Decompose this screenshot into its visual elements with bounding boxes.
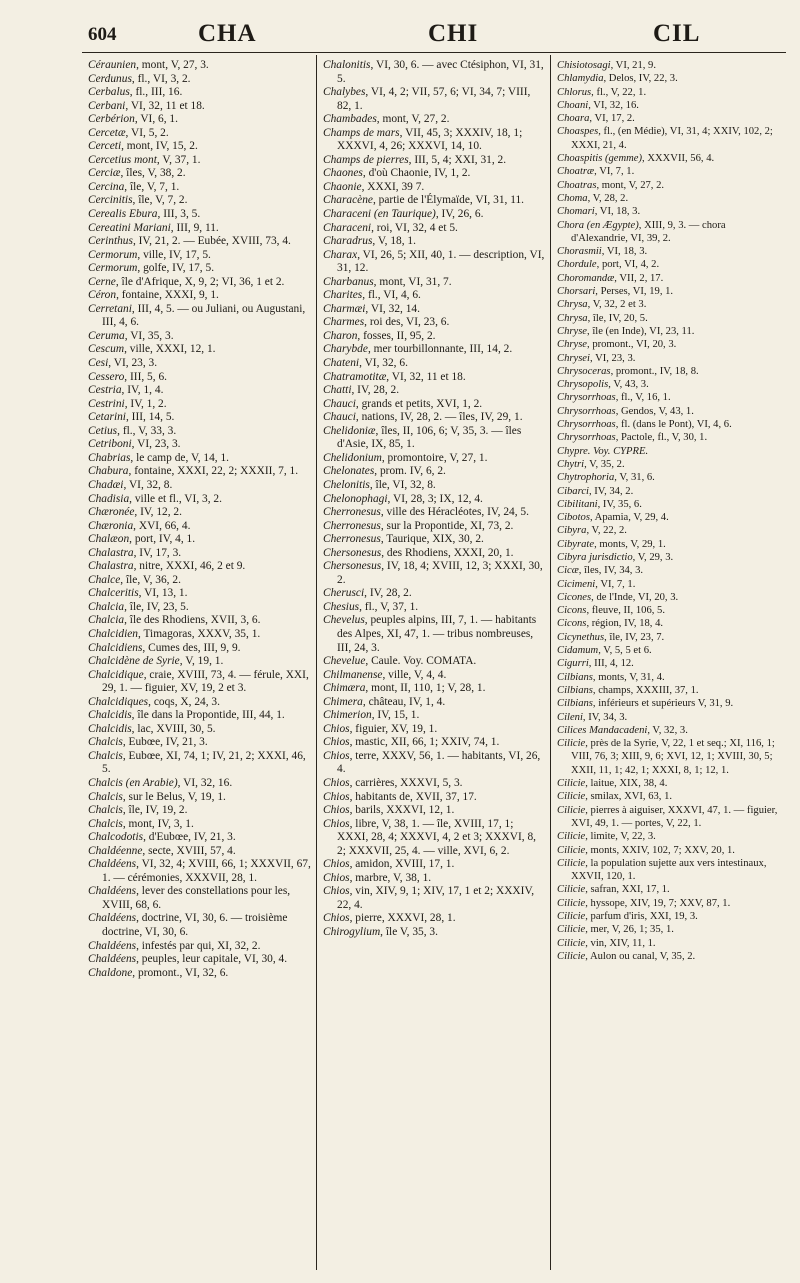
index-entry: Cerciæ, îles, V, 38, 2. <box>88 167 186 180</box>
index-entry: Chios, marbre, V, 38, 1. <box>323 871 432 884</box>
index-entry: Cileni, IV, 34, 3. <box>557 711 628 723</box>
index-entry: Chlorus, fl., V, 22, 1. <box>557 86 647 98</box>
index-entry: Chalcis, île, IV, 19, 2. <box>88 804 188 817</box>
index-entry: Chadæi, VI, 32, 8. <box>88 478 173 491</box>
index-entry: Chios, carrières, XXXVI, 5, 3. <box>323 776 463 789</box>
index-entry: Chaldéens, infestés par qui, XI, 32, 2. <box>88 939 261 952</box>
index-entry: Cerbalus, fl., III, 16. <box>88 86 183 99</box>
index-entry: Chirogylium, île V, 35, 3. <box>323 926 438 938</box>
index-entry: Cerdunus, fl., VI, 3, 2. <box>88 72 191 85</box>
index-entry: Charmæi, VI, 32, 14. <box>323 302 420 315</box>
index-entry: Cerealis Ebura, III, 3, 5. <box>88 208 201 221</box>
index-entry: Chalcis, mont, IV, 3, 1. <box>88 817 194 830</box>
index-entry: Champs de pierres, III, 5, 4; XXI, 31, 2. <box>323 153 507 166</box>
index-entry: Cicones, de l'Inde, VI, 20, 3. <box>557 591 679 603</box>
index-entry: Cilicie, parfum d'iris, XXI, 19, 3. <box>557 911 698 922</box>
index-entry: Charites, fl., VI, 4, 6. <box>323 289 421 302</box>
index-entry: Chrysa, V, 32, 2 et 3. <box>557 299 647 311</box>
index-entry: Chatramotitæ, VI, 32, 11 et 18. <box>323 370 466 383</box>
index-entry: Cerbani, VI, 32, 11 et 18. <box>88 99 205 112</box>
index-entry: Chaldéens, doctrine, VI, 30, 6. — troisième doctrine, VI, 30, 6. <box>88 912 288 938</box>
index-entry: Cibotos, Apamia, V, 29, 4. <box>557 512 669 524</box>
index-entry: Characeni, roi, VI, 32, 4 et 5. <box>323 221 458 234</box>
index-entry: Chalybes, VI, 4, 2; VII, 57, 6; VI, 34, 7; VIII, 82, 1. <box>323 86 531 112</box>
index-entry: Chalcidène de Syrie, V, 19, 1. <box>88 655 224 668</box>
index-entry: Chabrias, le camp de, V, 14, 1. <box>88 451 230 464</box>
index-entry: Cerinthus, IV, 21, 2. — Eubée, XVIII, 73, 4. <box>88 235 291 248</box>
index-entry: Charbanus, mont, VI, 31, 7. <box>323 275 452 288</box>
headword-right: CIL <box>653 20 701 47</box>
index-entry: Choatræ, VI, 7, 1. <box>557 166 635 178</box>
index-entry: Chorsari, Perses, VI, 19, 1. <box>557 286 674 298</box>
index-entry: Chalcidien, Timagoras, XXXV, 35, 1. <box>88 627 261 640</box>
index-entry: Choromandæ, VII, 2, 17. <box>557 272 664 284</box>
index-column-middle <box>316 55 550 1270</box>
index-entry: Cicons, fleuve, II, 106, 5. <box>557 605 665 617</box>
index-entry: Chalcia, île des Rhodiens, XVII, 3, 6. <box>88 614 261 627</box>
index-entry: Choara, VI, 17, 2. <box>557 113 635 125</box>
index-entry: Céron, fontaine, XXXI, 9, 1. <box>88 289 219 302</box>
index-entry: Cilicie, la population sujette aux vers intestinaux, XXVII, 120, 1. <box>557 857 767 883</box>
index-entry: Chalcodotis, d'Eubœe, IV, 21, 3. <box>88 831 236 844</box>
index-entry: Cilbians, champs, XXXIII, 37, 1. <box>557 684 699 696</box>
index-entry: Charadrus, V, 18, 1. <box>323 235 416 248</box>
index-entry: Choaspes, fl., (en Médie), VI, 31, 4; XXIV, 102, 2; XXXI, 21, 4. <box>557 126 773 151</box>
index-entry: Chalce, île, V, 36, 2. <box>88 573 181 586</box>
index-entry: Cetius, fl., V, 33, 3. <box>88 424 177 437</box>
index-entry: Cibyra, V, 22, 2. <box>557 525 627 537</box>
index-entry: Chersonesus, IV, 18, 4; XVIII, 12, 3; XXXI, 30, 2. <box>323 560 543 586</box>
index-entry: Chalcia, île, IV, 23, 5. <box>88 600 189 613</box>
index-entry: Cilicie, Aulon ou canal, V, 35, 2. <box>557 950 696 962</box>
index-entry: Characeni (en Taurique), IV, 26, 6. <box>323 208 484 221</box>
index-entry: Cilices Mandacadeni, V, 32, 3. <box>557 724 688 736</box>
index-entry: Céraunien, mont, V, 27, 3. <box>88 59 209 71</box>
index-entry: Cerceti, mont, IV, 15, 2. <box>88 140 198 153</box>
index-entry: Chalcidis, lac, XVIII, 30, 5. <box>88 722 216 735</box>
index-entry: Cetriboni, VI, 23, 3. <box>88 438 181 451</box>
index-entry: Cigurri, III, 4, 12. <box>557 658 634 670</box>
index-entry: Chelonates, prom. IV, 6, 2. <box>323 465 446 478</box>
index-entry: Cidamum, V, 5, 5 et 6. <box>557 645 652 657</box>
index-entry: Chalonitis, VI, 30, 6. — avec Ctésiphon, VI, 31, 5. <box>323 59 544 85</box>
index-entry: Charmes, roi des, VI, 23, 6. <box>323 316 450 329</box>
index-entry: Cilbians, inférieurs et supérieurs V, 31, 9. <box>557 698 734 710</box>
index-entry: Cesi, VI, 23, 3. <box>88 357 158 370</box>
index-column-left <box>82 55 316 1270</box>
index-entry: Cilicie, safran, XXI, 17, 1. <box>557 884 670 896</box>
index-entry: Chalcidique, craie, XVIII, 73, 4. — férule, XXI, 29, 1. — figuier, XV, 19, 2 et 3. <box>88 668 309 695</box>
index-entry: Chelidonium, promontoire, V, 27, 1. <box>323 451 488 464</box>
index-entry: Chatti, IV, 28, 2. <box>323 384 400 397</box>
index-entry: Cescum, ville, XXXI, 12, 1. <box>88 343 216 356</box>
index-entry: Chryse, promont., VI, 20, 3. <box>557 339 677 351</box>
index-entry: Chaldone, promont., VI, 32, 6. <box>88 966 229 979</box>
index-entry: Chelonitis, île, VI, 32, 8. <box>323 478 436 491</box>
index-entry: Chalæon, port, IV, 4, 1. <box>88 533 196 546</box>
index-entry: Cercetæ, VI, 5, 2. <box>88 126 169 139</box>
index-entry: Chalcidis, île dans la Propontide, III, 44, 1. <box>88 709 285 722</box>
index-entry: Chimæra, mont, II, 110, 1; V, 28, 1. <box>323 682 486 695</box>
index-entry: Cicæ, îles, IV, 34, 3. <box>557 565 644 577</box>
index-entry: Chaones, d'où Chaonie, IV, 1, 2. <box>323 167 471 180</box>
index-entry: Chrysorrhoas, fl. (dans le Pont), VI, 4, 6. <box>557 419 732 431</box>
index-entry: Charax, VI, 26, 5; XII, 40, 1. — description, VI, 31, 12. <box>323 248 545 275</box>
running-header <box>82 18 786 53</box>
index-entry: Chios, pierre, XXXVI, 28, 1. <box>323 912 456 925</box>
index-entry: Cibilitani, IV, 35, 6. <box>557 498 642 510</box>
index-entry: Cherronesus, sur la Propontide, XI, 73, 2. <box>323 519 514 532</box>
index-entry: Chypre. Voy. CYPRE. <box>557 445 649 457</box>
index-entry: Chios, barils, XXXVI, 12, 1. <box>323 804 455 817</box>
index-entry: Cetarini, III, 14, 5. <box>88 411 175 424</box>
index-entry: Cilicie, hyssope, XIV, 19, 7; XXV, 87, 1. <box>557 897 731 909</box>
index-entry: Cestrini, IV, 1, 2. <box>88 397 167 410</box>
index-entry: Chevelue, Caule. Voy. COMATA. <box>323 655 477 668</box>
index-entry: Cherronesus, Taurique, XIX, 30, 2. <box>323 533 484 546</box>
index-entry: Chios, mastic, XII, 66, 1; XXIV, 74, 1. <box>323 736 500 749</box>
index-entry: Chalcis, sur le Belus, V, 19, 1. <box>88 790 226 803</box>
index-entry: Choani, VI, 32, 16. <box>557 99 639 111</box>
index-entry: Chadisia, ville et fl., VI, 3, 2. <box>88 492 222 505</box>
index-entry: Cessero, III, 5, 6. <box>88 370 167 383</box>
index-entry: Chisiotosagi, VI, 21, 9. <box>557 60 656 71</box>
index-entry: Chalastra, nitre, XXXI, 46, 2 et 9. <box>88 560 246 573</box>
index-entry: Cilicie, mer, V, 26, 1; 35, 1. <box>557 924 674 936</box>
index-entry: Cilicie, vin, XIV, 11, 1. <box>557 937 656 949</box>
index-column-right <box>550 55 784 1270</box>
index-entry: Charybde, mer tourbillonnante, III, 14, 2. <box>323 343 513 356</box>
index-entry: Chæronia, XVI, 66, 4. <box>88 519 191 532</box>
index-entry: Cermorum, ville, IV, 17, 5. <box>88 248 211 261</box>
index-entry: Chaldéens, peuples, leur capitale, VI, 30, 4. <box>88 953 288 966</box>
index-entry: Cibarci, IV, 34, 2. <box>557 485 634 497</box>
index-entry: Chrysei, VI, 23, 3. <box>557 352 636 364</box>
index-entry: Chytri, V, 35, 2. <box>557 458 625 470</box>
index-entry: Chaldéens, VI, 32, 4; XVIII, 66, 1; XXXVII, 67, 1. — cérémonies, XXXVII, 28, 1. <box>88 858 311 884</box>
index-entry: Chalcis (en Arabie), VI, 32, 16. <box>88 776 233 789</box>
index-entry: Chaldéenne, secte, XVIII, 57, 4. <box>88 844 236 857</box>
index-entry: Chios, amidon, XVIII, 17, 1. <box>323 858 455 871</box>
index-entry: Cilbians, monts, V, 31, 4. <box>557 671 665 683</box>
index-entry: Cilicie, pierres à aiguiser, XXXVI, 47, 1. — figuier, XVI, 49, 1. — portes, V, 22, 1. <box>557 804 778 829</box>
index-entry: Chorasmii, VI, 18, 3. <box>557 246 648 258</box>
index-entry: Cilicie, laitue, XIX, 38, 4. <box>557 778 668 790</box>
index-entry: Chytrophoria, V, 31, 6. <box>557 472 655 484</box>
page-number: 604 <box>88 24 117 45</box>
index-entry: Chalceritis, VI, 13, 1. <box>88 587 188 600</box>
index-entry: Chryse, île (en Inde), VI, 23, 11. <box>557 325 695 337</box>
index-entry: Chaonie, XXXI, 39 7. <box>323 180 425 193</box>
index-entry: Chios, terre, XXXV, 56, 1. — habitants, VI, 26, 4. <box>323 749 541 776</box>
index-entry: Cicons, région, IV, 18, 4. <box>557 618 664 630</box>
index-entry: Cestria, IV, 1, 4. <box>88 384 164 397</box>
index-entry: Chauci, nations, IV, 28, 2. — îles, IV, 29, 1. <box>323 411 523 424</box>
index-entry: Cilicie, smilax, XVI, 63, 1. <box>557 791 673 803</box>
index-entry: Champs de mars, VII, 45, 3; XXXIV, 18, 1; XXXVI, 4, 26; XXXVI, 14, 10. <box>323 126 523 153</box>
index-entry: Cermorum, golfe, IV, 17, 5. <box>88 262 215 275</box>
headword-left: CHA <box>198 20 257 47</box>
index-entry: Cicynethus, île, IV, 23, 7. <box>557 631 665 643</box>
index-entry: Chrysorrhoas, Pactole, fl., V, 30, 1. <box>557 432 708 444</box>
index-entry: Chambades, mont, V, 27, 2. <box>323 113 450 126</box>
index-entry: Cherusci, IV, 28, 2. <box>323 587 412 600</box>
index-entry: Cercetius mont, V, 37, 1. <box>88 153 201 166</box>
index-entry: Cercina, île, V, 7, 1. <box>88 180 180 193</box>
index-entry: Chlamydia, Delos, IV, 22, 3. <box>557 73 678 85</box>
index-entry: Chevelus, peuples alpins, III, 7, 1. — habitants des Alpes, XI, 47, 1. — tribus nombreuses, III, 24, 3. <box>323 614 537 654</box>
index-columns <box>82 55 786 1270</box>
index-entry: Cerbérion, VI, 6, 1. <box>88 113 178 126</box>
index-entry: Chateni, VI, 32, 6. <box>323 357 408 370</box>
index-entry: Chelonophagi, VI, 28, 3; IX, 12, 4. <box>323 492 483 505</box>
index-entry: Chauci, grands et petits, XVI, 1, 2. <box>323 397 483 410</box>
index-entry: Cicimeni, VI, 7, 1. <box>557 578 636 590</box>
index-entry: Choaspitis (gemme), XXXVII, 56, 4. <box>557 153 715 165</box>
index-entry: Chalcis, Eubœe, XI, 74, 1; IV, 21, 2; XXXI, 46, 5. <box>88 749 306 776</box>
headword-center: CHI <box>428 20 479 47</box>
index-entry: Chaldéens, lever des constellations pour les, XVIII, 68, 6. <box>88 885 291 911</box>
index-entry: Chabura, fontaine, XXXI, 22, 2; XXXII, 7, 1. <box>88 465 299 478</box>
index-entry: Chrysopolis, V, 43, 3. <box>557 379 649 391</box>
index-entry: Chalastra, IV, 17, 3. <box>88 546 182 559</box>
index-entry: Chesius, fl., V, 37, 1. <box>323 600 419 613</box>
index-entry: Chora (en Ægypte), XIII, 9, 3. — chora d'Alexandrie, VI, 39, 2. <box>557 219 726 244</box>
index-entry: Chersonesus, des Rhodiens, XXXI, 20, 1. <box>323 546 514 559</box>
index-entry: Cercinitis, île, V, 7, 2. <box>88 194 188 207</box>
index-entry: Choma, V, 28, 2. <box>557 192 629 204</box>
index-entry: Cilicie, monts, XXIV, 102, 7; XXV, 20, 1. <box>557 844 735 856</box>
index-entry: Chrysoceras, promont., IV, 18, 8. <box>557 365 699 377</box>
index-entry: Cherronesus, ville des Héracléotes, IV, 24, 5. <box>323 506 529 519</box>
index-entry: Chalcidiens, Cumes des, III, 9, 9. <box>88 641 241 654</box>
index-entry: Chomari, VI, 18, 3. <box>557 206 641 218</box>
index-entry: Cibyrate, monts, V, 29, 1. <box>557 538 666 550</box>
index-entry: Chios, libre, V, 38, 1. — île, XVIII, 17, 1; XXXI, 28, 4; XXXVI, 4, 2 et 3; XXXVI, 8, 2; XXXVII, 25, 4. — ville, XVI, 6, 2. <box>323 817 536 857</box>
index-entry: Chalcis, Eubœe, IV, 21, 3. <box>88 736 208 749</box>
index-entry: Cilicie, près de la Syrie, V, 22, 1 et seq.; XI, 116, 1; VIII, 76, 3; XIII, 9, 6; XVI, 12, 1; XVIII, 30, 5; XXII, 11, 1; 42, 1; XXXI, 8, 1; 12, 1. <box>557 738 775 776</box>
index-entry: Chimera, château, IV, 1, 4. <box>323 695 446 708</box>
index-entry: Chordule, port, VI, 4, 2. <box>557 259 660 271</box>
index-entry: Chrysorrhoas, fl., V, 16, 1. <box>557 392 671 404</box>
index-entry: Charon, fosses, II, 95, 2. <box>323 329 436 342</box>
index-entry: Characène, partie de l'Élymaïde, VI, 31, 11. <box>323 194 525 207</box>
index-entry: Cerretani, III, 4, 5. — ou Juliani, ou Augustani, III, 4, 6. <box>88 302 306 329</box>
index-entry: Chilmanense, ville, V, 4, 4. <box>323 668 447 681</box>
index-entry: Chrysa, île, IV, 20, 5. <box>557 312 648 324</box>
index-entry: Chæronée, IV, 12, 2. <box>88 506 182 519</box>
index-entry: Cereatini Mariani, III, 9, 11. <box>88 221 219 234</box>
index-entry: Chios, figuier, XV, 19, 1. <box>323 722 438 735</box>
index-entry: Chrysorrhoas, Gendos, V, 43, 1. <box>557 405 694 417</box>
index-entry: Chimerion, IV, 15, 1. <box>323 709 420 722</box>
index-entry: Chios, vin, XIV, 9, 1; XIV, 17, 1 et 2; XXXIV, 22, 4. <box>323 885 535 911</box>
index-entry: Choatras, mont, V, 27, 2. <box>557 179 665 191</box>
index-entry: Chalcidiques, coqs, X, 24, 3. <box>88 695 220 708</box>
index-entry: Cilicie, limite, V, 22, 3. <box>557 831 656 843</box>
index-entry: Ceruma, VI, 35, 3. <box>88 329 174 342</box>
index-entry: Cerne, île d'Afrique, X, 9, 2; VI, 36, 1 et 2. <box>88 275 285 288</box>
index-entry: Chelidoniæ, îles, II, 106, 6; V, 35, 3. — îles d'Asie, IX, 85, 1. <box>323 424 522 451</box>
index-entry: Chios, habitants de, XVII, 37, 17. <box>323 790 477 803</box>
index-entry: Cibyra jurisdictio, V, 29, 3. <box>557 551 674 563</box>
